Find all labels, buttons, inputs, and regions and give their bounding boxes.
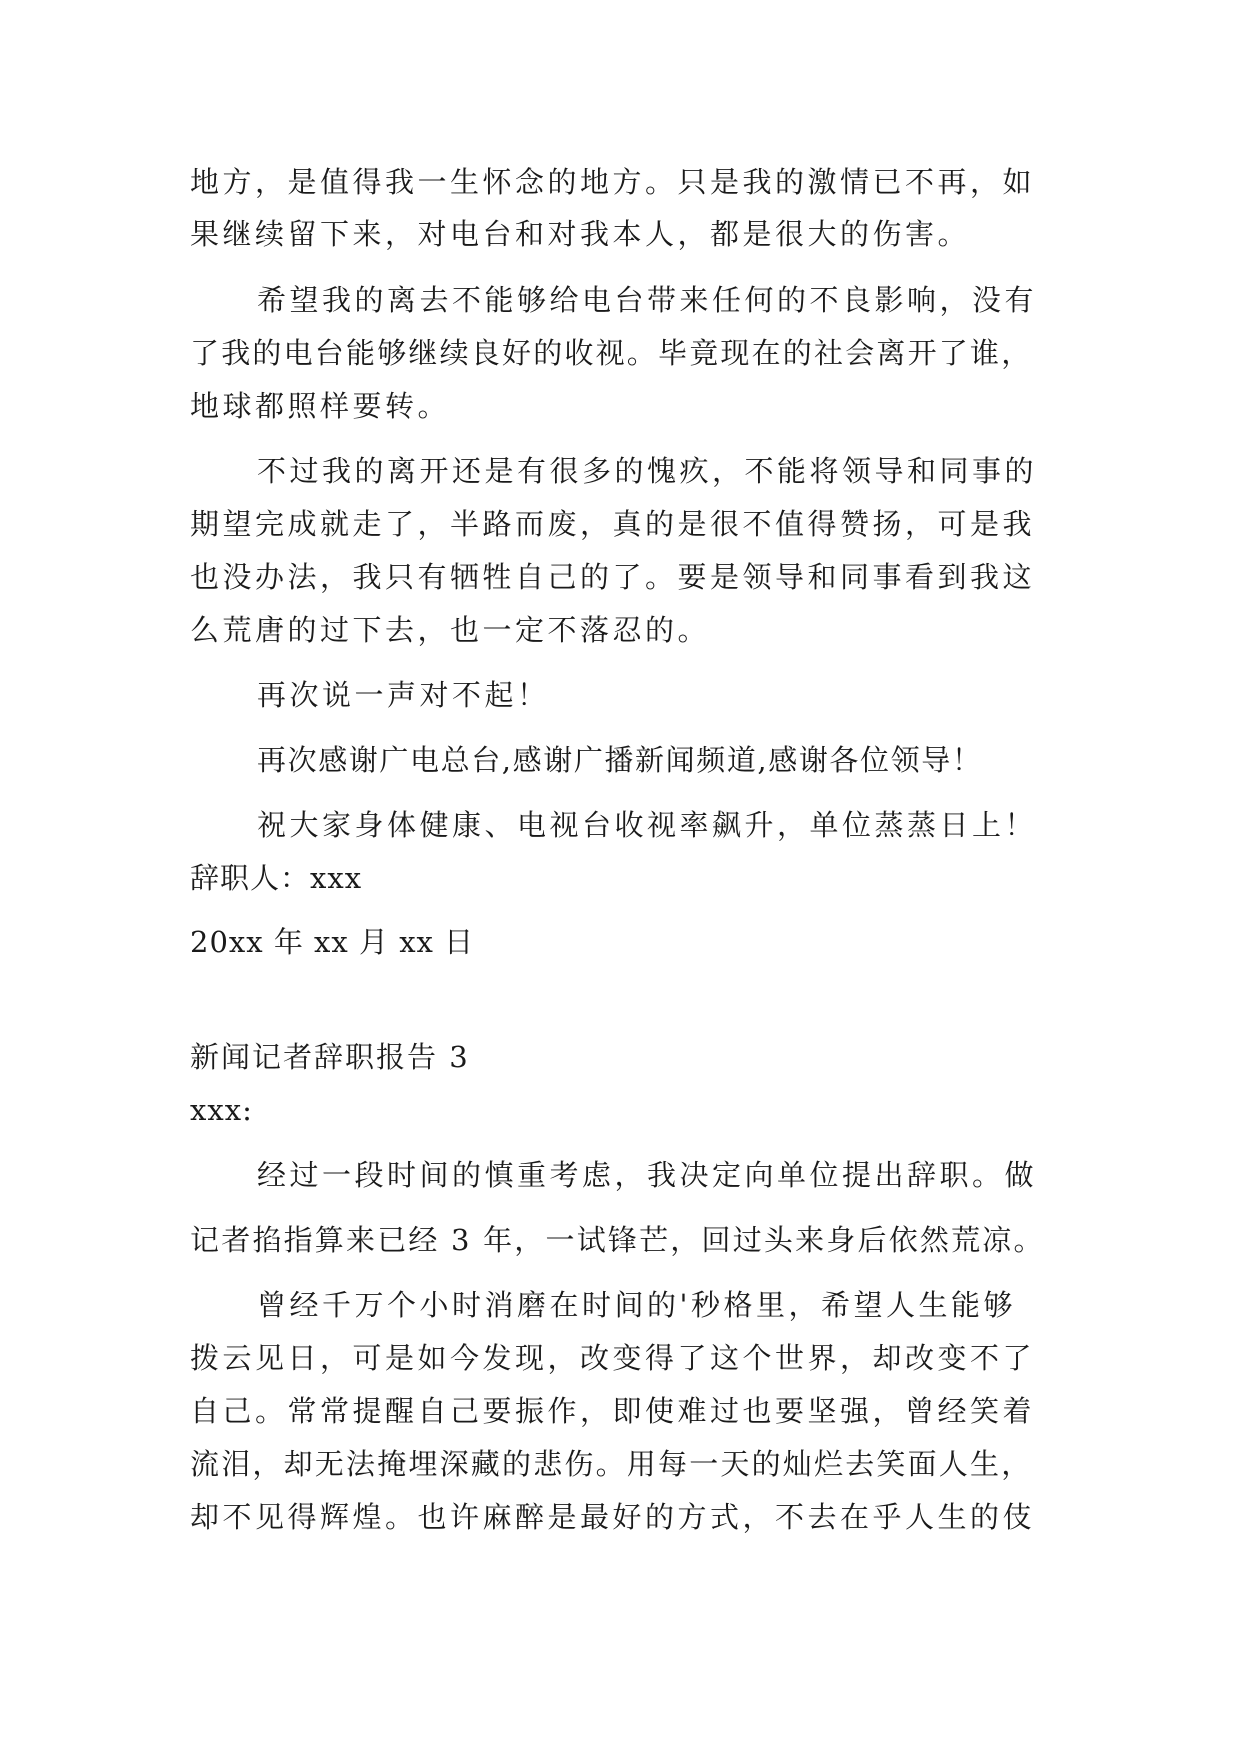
text-line: 希望我的离去不能够给电台带来任何的不良影响，没有 (257, 283, 1038, 317)
salutation: xxx: (190, 1093, 253, 1127)
text-line: 记者掐指算来已经 3 年，一试锋芒，回过头来身后依然荒凉。 (190, 1223, 1045, 1257)
text-line: 再次说一声对不起！ (257, 678, 550, 712)
signature-line: 辞职人：xxx (190, 861, 363, 895)
text-line: 再次感谢广电总台,感谢广播新闻频道,感谢各位领导！ (257, 743, 983, 777)
text-line: 曾经千万个小时消磨在时间的'秒格里，希望人生能够 (257, 1288, 1016, 1322)
text-line: 也没办法，我只有牺牲自己的了。要是领导和同事看到我这 (190, 560, 1036, 594)
date-line: 20xx 年 xx 月 xx 日 (190, 925, 475, 959)
text-line: 拨云见日，可是如今发现，改变得了这个世界，却改变不了 (190, 1341, 1036, 1375)
text-line: 了我的电台能够继续良好的收视。毕竟现在的社会离开了谁， (190, 336, 1033, 370)
section-heading: 新闻记者辞职报告 3 (190, 1040, 470, 1074)
text-line: 经过一段时间的慎重考虑，我决定向单位提出辞职。做 (257, 1158, 1038, 1192)
text-line: 祝大家身体健康、电视台收视率飙升，单位蒸蒸日上！ (257, 808, 1038, 842)
text-line: 不过我的离开还是有很多的愧疚，不能将领导和同事的 (257, 454, 1038, 488)
text-line: 果继续留下来，对电台和对我本人，都是很大的伤害。 (190, 217, 971, 251)
text-line: 期望完成就走了，半路而废，真的是很不值得赞扬，可是我 (190, 507, 1036, 541)
text-line: 自己。常常提醒自己要振作，即使难过也要坚强，曾经笑着 (190, 1394, 1036, 1428)
text-line: 却不见得辉煌。也许麻醉是最好的方式，不去在乎人生的伎 (190, 1500, 1036, 1534)
text-line: 地球都照样要转。 (190, 389, 451, 423)
text-line: 流泪，却无法掩埋深藏的悲伤。用每一天的灿烂去笑面人生， (190, 1447, 1033, 1481)
text-line: 么荒唐的过下去，也一定不落忍的。 (190, 613, 711, 647)
text-line: 地方，是值得我一生怀念的地方。只是我的激情已不再，如 (190, 165, 1036, 199)
